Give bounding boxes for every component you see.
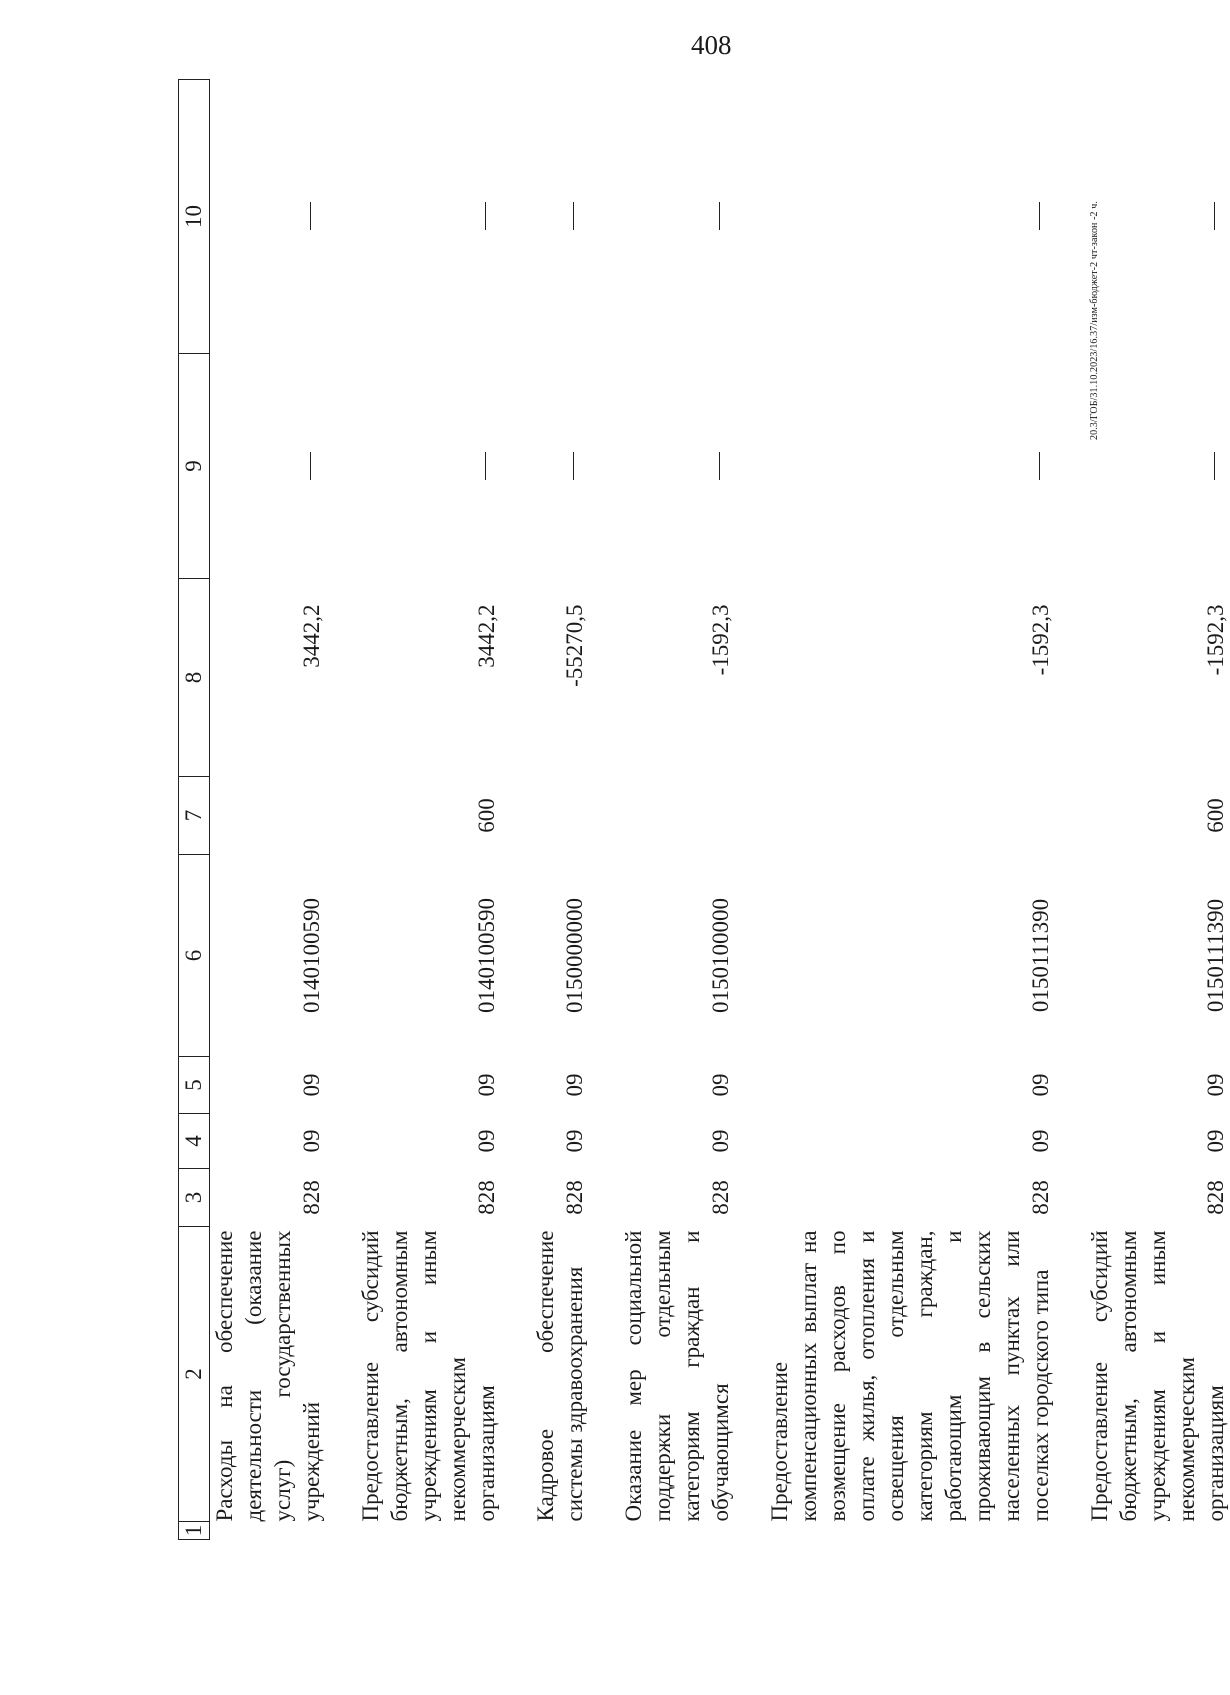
expense-type-code — [619, 777, 735, 855]
header-col-8: 8 — [179, 579, 210, 777]
document-footer-code: 20.3/ГОБ/31.10.2023/16.37/изм-бюджет-2 чт-закон -2 ч. — [1089, 201, 1100, 440]
table-row — [619, 80, 735, 1540]
amount-change: 3442,2 — [299, 604, 324, 668]
header-col-6: 6 — [179, 855, 210, 1057]
expense-type-code: 600 — [474, 798, 499, 833]
expense-name: Предоставление субсидий бюджетным, автономным учреждениям и иным некоммерческим организациям — [1087, 1230, 1228, 1522]
expense-name: Кадровое обеспечение системы здравоохранения — [533, 1230, 587, 1522]
col-9-value — [210, 354, 327, 579]
dash-mark — [1214, 452, 1215, 480]
subsection-code: 09 — [708, 1073, 733, 1097]
ministry-code: 828 — [299, 1180, 324, 1215]
header-col-5: 5 — [179, 1057, 210, 1114]
section-code: 09 — [1203, 1129, 1228, 1153]
subsection-code: 09 — [562, 1073, 587, 1097]
table-row — [210, 80, 327, 1540]
page-number: 408 — [691, 30, 732, 60]
col-10-value — [531, 80, 589, 354]
header-row — [179, 80, 210, 1540]
table-row — [765, 80, 1055, 1540]
section-code: 09 — [1028, 1129, 1053, 1153]
expense-name: Расходы на обеспечение деятельности (оказание услуг) государственных учреждений — [212, 1230, 324, 1522]
section-code: 09 — [474, 1129, 499, 1153]
subsection-code: 09 — [1203, 1073, 1228, 1097]
header-col-2: 2 — [179, 1227, 210, 1522]
expense-type-code — [210, 777, 327, 855]
col-10-value — [1085, 80, 1230, 354]
dash-mark — [573, 203, 574, 231]
table-row — [531, 80, 589, 1540]
dash-mark — [1214, 203, 1215, 231]
section-code: 09 — [562, 1129, 587, 1153]
dash-mark — [719, 203, 720, 231]
col-9-value — [765, 354, 1055, 579]
col-9-value — [1085, 354, 1230, 579]
subsection-code: 09 — [299, 1073, 324, 1097]
expense-type-code — [765, 777, 1055, 855]
col-10-value — [210, 80, 327, 354]
col-9-value — [356, 354, 501, 579]
header-col-3: 3 — [179, 1169, 210, 1227]
expense-name: Оказание мер социальной поддержки отдельным категориям граждан и обучающимся — [621, 1230, 733, 1522]
target-article-code: 0150111390 — [1203, 898, 1228, 1013]
ministry-code: 828 — [474, 1180, 499, 1215]
target-article-code: 0150100000 — [708, 898, 733, 1013]
dash-mark — [1039, 203, 1040, 231]
expense-type-code: 600 — [1203, 798, 1228, 833]
subsection-code: 09 — [1028, 1073, 1053, 1097]
ministry-code: 828 — [1203, 1180, 1228, 1215]
table-row — [1085, 80, 1230, 1540]
dash-mark — [1039, 452, 1040, 480]
dash-mark — [485, 203, 486, 231]
dash-mark — [485, 452, 486, 480]
expense-type-code — [531, 777, 589, 855]
col-10-value — [619, 80, 735, 354]
section-code: 09 — [299, 1129, 324, 1153]
amount-change: -1592,3 — [708, 604, 733, 676]
ministry-code: 828 — [708, 1180, 733, 1215]
expense-name: Предоставление компенсационных выплат на возмещение расходов по оплате жилья, отопления и освещения отдельным категориям граждан, работающим и проживающим в сельских населенных пунктах или поселках городского типа — [767, 1230, 1053, 1522]
dash-mark — [310, 203, 311, 231]
amount-change: -1592,3 — [1203, 604, 1228, 676]
header-col-9: 9 — [179, 354, 210, 579]
ministry-code: 828 — [1028, 1180, 1053, 1215]
budget-table — [178, 79, 1230, 1540]
dash-mark — [310, 452, 311, 480]
header-col-1: 1 — [179, 1522, 210, 1540]
header-col-7: 7 — [179, 777, 210, 855]
dash-mark — [719, 452, 720, 480]
ministry-code: 828 — [562, 1180, 587, 1215]
expense-name: Предоставление субсидий бюджетным, автономным учреждениям и иным некоммерческим организациям — [358, 1230, 499, 1522]
target-article-code: 0140100590 — [299, 898, 324, 1013]
dash-mark — [573, 452, 574, 480]
target-article-code: 0140100590 — [474, 898, 499, 1013]
col-10-value — [356, 80, 501, 354]
table-row — [356, 80, 501, 1540]
subsection-code: 09 — [474, 1073, 499, 1097]
col-10-value — [765, 80, 1055, 354]
amount-change: -55270,5 — [562, 604, 587, 687]
header-col-10: 10 — [179, 80, 210, 354]
section-code: 09 — [708, 1129, 733, 1153]
amount-change: 3442,2 — [474, 604, 499, 668]
target-article-code: 0150000000 — [562, 898, 587, 1013]
target-article-code: 0150111390 — [1028, 898, 1053, 1013]
header-col-4: 4 — [179, 1114, 210, 1169]
amount-change: -1592,3 — [1028, 604, 1053, 676]
col-9-value — [531, 354, 589, 579]
col-9-value — [619, 354, 735, 579]
budget-table-container — [178, 80, 1228, 1540]
